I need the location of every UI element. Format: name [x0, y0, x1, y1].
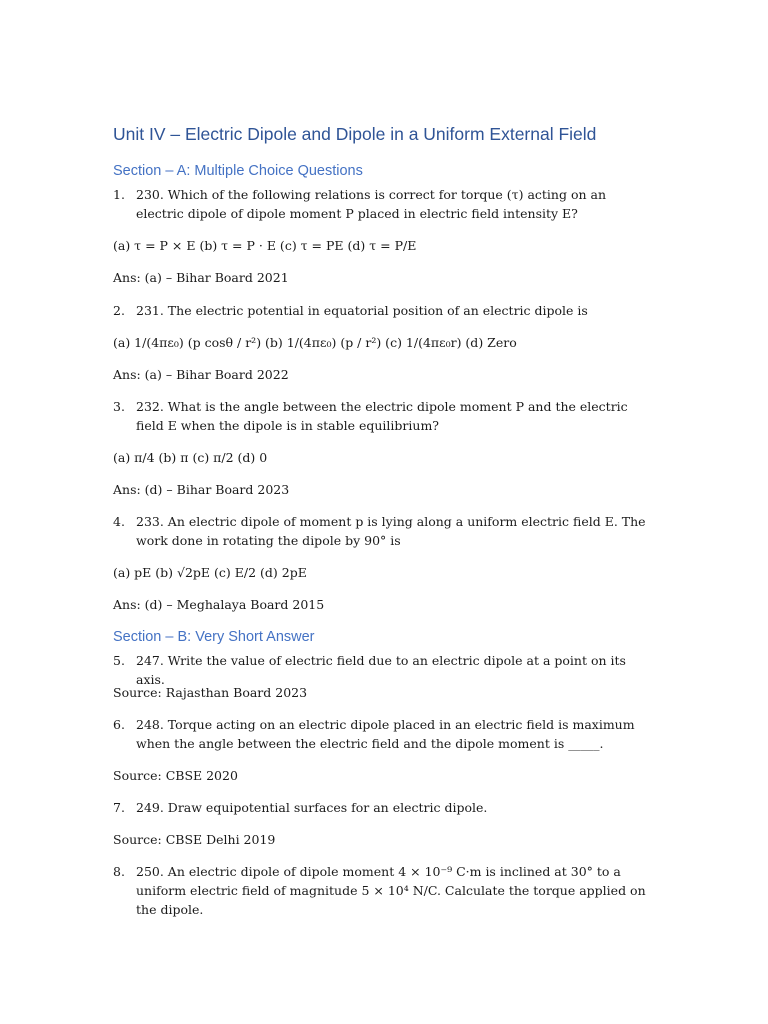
- question-3-answer: Ans: (d) – Bihar Board 2023: [113, 482, 290, 497]
- question-number: 2.: [113, 303, 125, 318]
- question-number: 7.: [113, 800, 125, 815]
- question-4-answer: Ans: (d) – Meghalaya Board 2015: [113, 597, 325, 612]
- page-title: Unit IV – Electric Dipole and Dipole in a Uniform External Field: [113, 124, 597, 144]
- question-2-answer: Ans: (a) – Bihar Board 2022: [113, 367, 289, 382]
- question-number: 5.: [113, 653, 125, 668]
- section-b-heading: Section – B: Very Short Answer: [113, 629, 315, 645]
- question-4-options: (a) pE (b) √2pE (c) E/2 (d) 2pE: [113, 565, 307, 580]
- question-number: 3.: [113, 399, 125, 414]
- question-text: 247. Write the value of electric field due to an electric dipole at a point on its axis.: [136, 653, 626, 687]
- question-text: 249. Draw equipotential surfaces for an electric dipole.: [136, 800, 488, 815]
- section-a-heading: Section – A: Multiple Choice Questions: [113, 163, 363, 179]
- question-text: 231. The electric potential in equatorial position of an electric dipole is: [136, 303, 588, 318]
- question-7: [113, 798, 653, 817]
- question-number: 8.: [113, 864, 125, 879]
- question-6-source: Source: CBSE 2020: [113, 768, 238, 783]
- question-text: 230. Which of the following relations is correct for torque (τ) acting on an electric dipole of dipole moment P placed in electric field intensity E?: [136, 187, 607, 221]
- question-text: 250. An electric dipole of dipole moment 4 × 10⁻⁹ C·m is inclined at 30° to a uniform electric field of magnitude 5 × 10⁴ N/C. Calculate the torque applied on the dipole.: [136, 864, 646, 917]
- question-number: 1.: [113, 187, 125, 202]
- question-3-options: (a) π/4 (b) π (c) π/2 (d) 0: [113, 450, 268, 465]
- question-2: [113, 301, 653, 320]
- question-text: 248. Torque acting on an electric dipole placed in an electric field is maximum when the angle between the electric field and the dipole moment is _____.: [136, 717, 635, 751]
- question-number: 4.: [113, 514, 125, 529]
- question-7-source: Source: CBSE Delhi 2019: [113, 832, 276, 847]
- question-2-options: (a) 1/(4πε₀) (p cosθ / r²) (b) 1/(4πε₀) (p / r²) (c) 1/(4πε₀r) (d) Zero: [113, 335, 517, 350]
- question-1-answer: Ans: (a) – Bihar Board 2021: [113, 270, 289, 285]
- question-1: [113, 185, 653, 223]
- question-4: [113, 512, 653, 550]
- question-number: 6.: [113, 717, 125, 732]
- question-text: 232. What is the angle between the electric dipole moment P and the electric field E when the dipole is in stable equilibrium?: [136, 399, 628, 433]
- question-8: [113, 862, 653, 919]
- question-6: [113, 715, 653, 753]
- question-5-source: Source: Rajasthan Board 2023: [113, 685, 308, 700]
- question-3: [113, 397, 653, 435]
- question-1-options: (a) τ = P × E (b) τ = P · E (c) τ = PE (d) τ = P/E: [113, 238, 417, 253]
- question-text: 233. An electric dipole of moment p is lying along a uniform electric field E. The work done in rotating the dipole by 90° is: [136, 514, 646, 548]
